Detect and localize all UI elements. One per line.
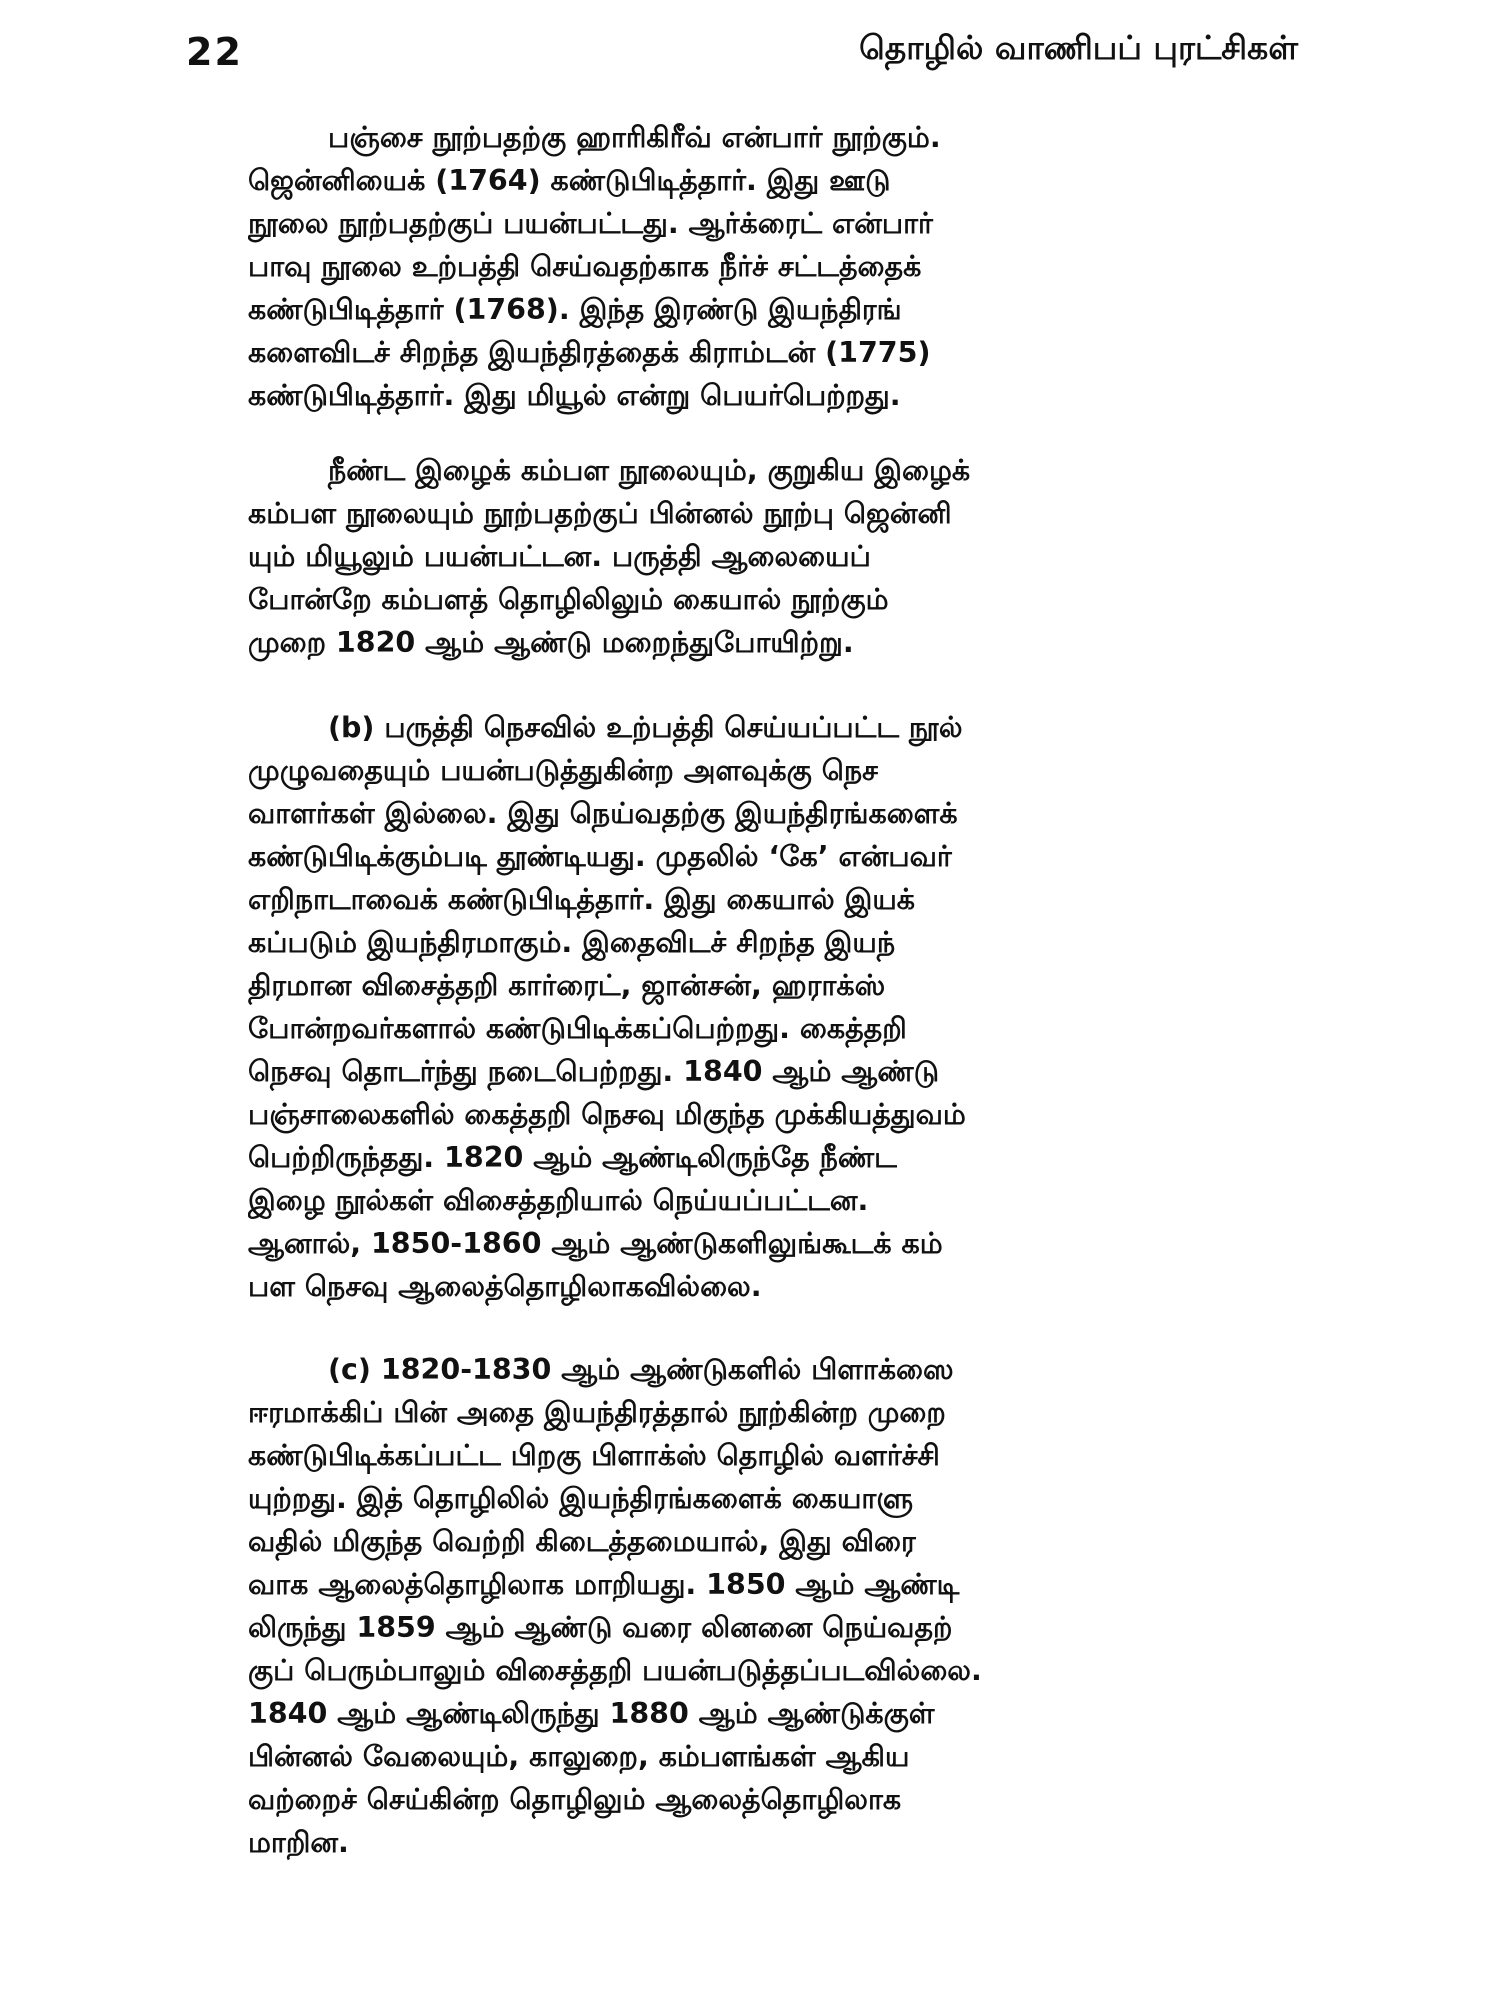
paragraph-spinning: [248, 116, 1258, 417]
text-line: ஆனால், 1850-1860 ஆம் ஆண்டுகளிலுங்கூடக் கம்: [248, 1227, 943, 1260]
text-line: முழுவதையும் பயன்படுத்துகின்ற அளவுக்கு நெச: [248, 754, 878, 787]
text-line: குப் பெரும்பாலும் விசைத்தறி பயன்படுத்தப்படவில்லை.: [248, 1654, 982, 1687]
text-line: இழை நூல்கள் விசைத்தறியால் நெய்யப்பட்டன.: [248, 1184, 869, 1217]
text-line: (c) 1820-1830 ஆம் ஆண்டுகளில் பிளாக்ஸை: [328, 1353, 954, 1386]
text-line: போன்றே கம்பளத் தொழிலிலும் கையால் நூற்கும்: [248, 583, 889, 616]
text-line: யுற்றது. இத் தொழிலில் இயந்திரங்களைக் கையாளு: [248, 1482, 914, 1515]
text-line: கம்பள நூலையும் நூற்பதற்குப் பின்னல் நூற்பு ஜென்னி: [248, 497, 952, 530]
text-line: லிருந்து 1859 ஆம் ஆண்டு வரை லினனை நெய்வதற்: [248, 1611, 953, 1644]
text-line: வாக ஆலைத்தொழிலாக மாறியது. 1850 ஆம் ஆண்டி: [248, 1568, 960, 1601]
text-line: ஜென்னியைக் (1764) கண்டுபிடித்தார். இது ஊடு: [248, 164, 891, 197]
text-line: கண்டுபிடித்தார். இது மியூல் என்று பெயர்பெற்றது.: [248, 379, 901, 412]
text-line: பாவு நூலை உற்பத்தி செய்வதற்காக நீர்ச் சட்டத்தைக்: [248, 250, 922, 283]
text-line: நூலை நூற்பதற்குப் பயன்பட்டது. ஆர்க்ரைட் என்பார்: [248, 207, 933, 240]
text-line: மாறின.: [248, 1826, 349, 1859]
text-line: எறிநாடாவைக் கண்டுபிடித்தார். இது கையால் இயக்: [248, 883, 916, 916]
text-line: பஞ்சாலைகளில் கைத்தறி நெசவு மிகுந்த முக்கியத்துவம்: [248, 1098, 966, 1131]
text-line: யும் மியூலும் பயன்பட்டன. பருத்தி ஆலையைப்: [248, 540, 871, 573]
text-line: கண்டுபிடிக்கும்படி தூண்டியது. முதலில் ‘கே’ என்பவர்: [248, 840, 952, 873]
text-line: நெசவு தொடர்ந்து நடைபெற்றது. 1840 ஆம் ஆண்டு: [248, 1055, 940, 1088]
running-head-title: தொழில் வாணிபப் புரட்சிகள்: [859, 28, 1298, 67]
text-line: வதில் மிகுந்த வெற்றி கிடைத்தமையால், இது விரை: [248, 1525, 916, 1558]
text-line: கண்டுபிடித்தார் (1768). இந்த இரண்டு இயந்திரங்: [248, 293, 902, 326]
paragraph-woollen: [248, 449, 1258, 664]
text-line: கண்டுபிடிக்கப்பட்ட பிறகு பிளாக்ஸ் தொழில் வளர்ச்சி: [248, 1439, 940, 1472]
paragraph-b-weaving: [248, 706, 1258, 1308]
text-line: பின்னல் வேலையும், காலுறை, கம்பளங்கள் ஆகிய: [248, 1740, 910, 1773]
page-number: 22: [186, 30, 243, 74]
text-line: நீண்ட இழைக் கம்பள நூலையும், குறுகிய இழைக்: [328, 454, 971, 487]
text-line: பஞ்சை நூற்பதற்கு ஹாரிகிரீவ் என்பார் நூற்கும்.: [328, 121, 941, 154]
text-line: போன்றவர்களால் கண்டுபிடிக்கப்பெற்றது. கைத்தறி: [248, 1012, 907, 1045]
text-line: கப்படும் இயந்திரமாகும். இதைவிடச் சிறந்த இயந்: [248, 926, 896, 959]
text-line: பள நெசவு ஆலைத்தொழிலாகவில்லை.: [248, 1270, 762, 1303]
text-line: (b) பருத்தி நெசவில் உற்பத்தி செய்யப்பட்ட நூல்: [328, 711, 963, 744]
text-line: ஈரமாக்கிப் பின் அதை இயந்திரத்தால் நூற்கின்ற முறை: [248, 1396, 946, 1429]
text-line: வற்றைச் செய்கின்ற தொழிலும் ஆலைத்தொழிலாக: [248, 1783, 902, 1816]
text-line: திரமான விசைத்தறி கார்ரைட், ஜான்சன், ஹராக்ஸ்: [248, 969, 886, 1002]
text-line: பெற்றிருந்தது. 1820 ஆம் ஆண்டிலிருந்தே நீண்ட: [248, 1141, 897, 1174]
text-line: வாளர்கள் இல்லை. இது நெய்வதற்கு இயந்திரங்களைக்: [248, 797, 958, 830]
text-line: 1840 ஆம் ஆண்டிலிருந்து 1880 ஆம் ஆண்டுக்குள்: [248, 1697, 935, 1730]
text-line: களைவிடச் சிறந்த இயந்திரத்தைக் கிராம்டன் (1775): [248, 336, 931, 369]
text-line: முறை 1820 ஆம் ஆண்டு மறைந்துபோயிற்று.: [248, 626, 854, 659]
paragraph-c-flax: [248, 1348, 1258, 1864]
body-text: [248, 116, 1258, 1864]
